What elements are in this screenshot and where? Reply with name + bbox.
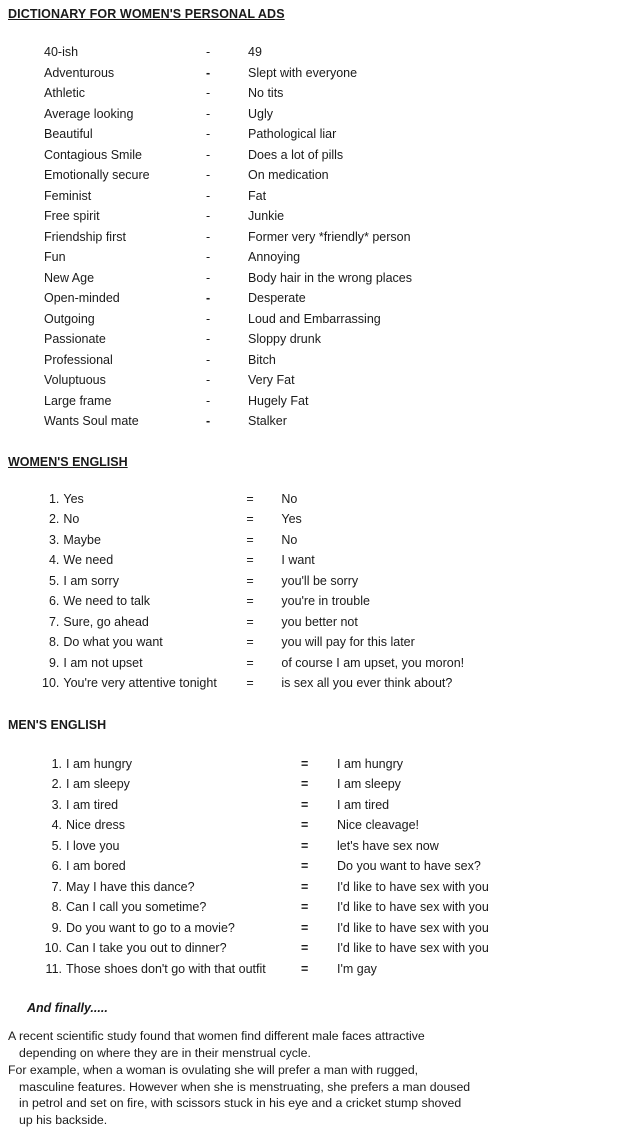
table-row — [44, 165, 412, 186]
equals-sign: = — [246, 532, 254, 547]
dictionary-separator: - — [206, 45, 211, 59]
equals-sign: = — [301, 879, 309, 894]
row-number: 8. — [51, 900, 62, 914]
dictionary-term: Friendship first — [44, 229, 126, 244]
dictionary-term: Average looking — [44, 106, 134, 121]
phrase: Can I take you out to dinner? — [66, 941, 227, 955]
closing-heading: And finally..... — [27, 1001, 108, 1015]
translation: No — [281, 532, 298, 547]
section-heading-mens-english: MEN'S ENGLISH — [8, 717, 107, 732]
dictionary-separator: - — [206, 65, 211, 80]
dictionary-term: Free spirit — [44, 209, 100, 223]
dictionary-separator: - — [206, 332, 211, 346]
row-number: 7. — [51, 879, 62, 894]
table-row — [44, 370, 412, 391]
table-row — [44, 124, 412, 145]
dictionary-term: Contagious Smile — [44, 147, 142, 162]
dictionary-term: Passionate — [44, 332, 106, 346]
table-row — [42, 550, 464, 571]
dictionary-term: 40-ish — [44, 45, 79, 59]
phrase: Maybe — [63, 532, 101, 547]
womens-english-section — [0, 455, 640, 694]
closing-paragraph-1 — [8, 1028, 622, 1061]
translation: of course I am upset, you moron! — [281, 655, 465, 670]
dictionary-separator: - — [206, 352, 211, 367]
closing-line: depending on where they are in their menstrual cycle. — [19, 1045, 311, 1060]
equals-sign: = — [301, 941, 309, 955]
phrase: Yes — [63, 491, 84, 506]
dictionary-meaning: No tits — [248, 86, 284, 100]
row-number: 6. — [48, 594, 60, 608]
document-page — [0, 7, 640, 1127]
table-row — [44, 268, 412, 289]
table-row — [44, 391, 412, 412]
dictionary-term: Adventurous — [44, 65, 115, 80]
dictionary-separator: - — [206, 127, 211, 141]
dictionary-term: Wants Soul mate — [44, 414, 139, 428]
table-row — [44, 42, 412, 63]
row-number: 11. — [45, 961, 62, 976]
table-row — [44, 186, 412, 207]
equals-sign: = — [246, 553, 254, 567]
dictionary-separator: - — [206, 270, 211, 285]
row-number: 8. — [48, 635, 60, 649]
dictionary-separator: - — [206, 414, 211, 428]
equals-sign: = — [246, 512, 254, 526]
dictionary-term: Large frame — [44, 393, 112, 408]
translation: you better not — [281, 614, 358, 629]
row-number: 7. — [48, 614, 60, 629]
row-number: 9. — [51, 920, 62, 935]
row-number: 2. — [48, 512, 60, 526]
section-heading-womens-english: WOMEN'S ENGLISH — [8, 454, 128, 469]
phrase: Those shoes don't go with that outfit — [66, 961, 266, 976]
table-row — [43, 815, 489, 836]
equals-sign: = — [301, 961, 309, 976]
phrase: Do what you want — [63, 635, 163, 649]
dictionary-term: Voluptuous — [44, 373, 106, 387]
closing-line: up his backside. — [19, 1112, 108, 1127]
phrase: I love you — [66, 838, 120, 853]
dictionary-meaning: On medication — [248, 168, 329, 182]
dictionary-separator: - — [206, 168, 211, 182]
womens-english-table — [42, 489, 464, 694]
dictionary-term: Feminist — [44, 188, 92, 203]
equals-sign: = — [301, 756, 309, 771]
dictionary-meaning: 49 — [248, 45, 262, 59]
dictionary-meaning: Body hair in the wrong places — [248, 270, 412, 285]
table-row — [42, 632, 464, 653]
table-row — [42, 530, 464, 551]
table-row — [43, 897, 489, 918]
mens-english-section — [0, 718, 640, 980]
dictionary-term: Beautiful — [44, 127, 93, 141]
table-row — [43, 856, 489, 877]
table-row — [43, 959, 489, 980]
row-number: 3. — [48, 532, 60, 547]
table-row — [43, 918, 489, 939]
dictionary-term: Open-minded — [44, 291, 120, 305]
row-number: 5. — [48, 573, 60, 588]
closing-text — [8, 1028, 622, 1129]
row-number: 9. — [48, 655, 60, 670]
dictionary-table — [44, 42, 412, 432]
translation: you'll be sorry — [281, 573, 359, 588]
equals-sign: = — [246, 635, 254, 649]
translation: I am hungry — [337, 756, 404, 771]
dictionary-term: Emotionally secure — [44, 168, 150, 182]
phrase: I am hungry — [66, 756, 133, 771]
phrase: Do you want to go to a movie? — [66, 920, 235, 935]
dictionary-meaning: Does a lot of pills — [248, 147, 344, 162]
table-row — [44, 309, 412, 330]
phrase: I am sleepy — [66, 777, 130, 791]
table-row — [44, 206, 412, 227]
equals-sign: = — [301, 838, 309, 853]
translation: I want — [281, 553, 315, 567]
dictionary-meaning: Hugely Fat — [248, 393, 309, 408]
translation: Do you want to have sex? — [337, 859, 481, 873]
dictionary-separator: - — [206, 229, 211, 244]
dictionary-term: Athletic — [44, 86, 85, 100]
dictionary-meaning: Very Fat — [248, 373, 295, 387]
closing-line: in petrol and set on fire, with scissors stuck in his eye and a cricket stump shoved — [19, 1096, 462, 1111]
table-row — [44, 227, 412, 248]
dictionary-term: Outgoing — [44, 311, 95, 326]
dictionary-separator: - — [206, 86, 211, 100]
table-row — [44, 145, 412, 166]
translation: is sex all you ever think about? — [281, 676, 453, 690]
phrase: I am tired — [66, 797, 119, 812]
equals-sign: = — [246, 491, 254, 506]
row-number: 5. — [51, 838, 62, 853]
table-row — [43, 795, 489, 816]
equals-sign: = — [246, 573, 254, 588]
translation: let's have sex now — [337, 838, 439, 853]
dictionary-separator: - — [206, 393, 211, 408]
table-row — [42, 571, 464, 592]
dictionary-meaning: Desperate — [248, 291, 306, 305]
dictionary-meaning: Annoying — [248, 250, 301, 264]
row-number: 4. — [51, 818, 62, 832]
translation: I'd like to have sex with you — [337, 920, 489, 935]
phrase: Can I call you sometime? — [66, 900, 207, 914]
dictionary-meaning: Sloppy drunk — [248, 332, 321, 346]
translation: you're in trouble — [281, 594, 370, 608]
phrase: May I have this dance? — [66, 879, 195, 894]
closing-line: For example, when a woman is ovulating she will prefer a man with rugged, — [8, 1063, 419, 1078]
table-row — [44, 329, 412, 350]
equals-sign: = — [246, 676, 254, 690]
equals-sign: = — [301, 920, 309, 935]
phrase: I am sorry — [63, 573, 119, 588]
phrase: I am not upset — [63, 655, 143, 670]
row-number: 10. — [44, 941, 62, 955]
table-row — [43, 754, 489, 775]
dictionary-meaning: Stalker — [248, 414, 287, 428]
phrase: We need — [63, 553, 114, 567]
dictionary-meaning: Bitch — [248, 352, 276, 367]
phrase: We need to talk — [63, 594, 151, 608]
dictionary-separator: - — [206, 188, 211, 203]
translation: I'm gay — [337, 961, 377, 976]
dictionary-meaning: Former very *friendly* person — [248, 229, 411, 244]
phrase: You're very attentive tonight — [63, 676, 217, 690]
dictionary-meaning: Pathological liar — [248, 127, 337, 141]
dictionary-separator: - — [206, 209, 211, 223]
closing-line: A recent scientific study found that women find different male faces attractive — [8, 1029, 425, 1043]
equals-sign: = — [246, 594, 254, 608]
translation: I'd like to have sex with you — [337, 941, 489, 955]
equals-sign: = — [301, 818, 309, 832]
dictionary-separator: - — [206, 147, 211, 162]
dictionary-separator: - — [206, 250, 211, 264]
dictionary-meaning: Loud and Embarrassing — [248, 311, 381, 326]
phrase: No — [63, 512, 80, 526]
translation: Nice cleavage! — [337, 818, 419, 832]
row-number: 3. — [51, 797, 62, 812]
dictionary-separator: - — [206, 311, 211, 326]
table-row — [44, 63, 412, 84]
dictionary-term: Fun — [44, 250, 66, 264]
table-row — [42, 489, 464, 510]
dictionary-meaning: Ugly — [248, 106, 274, 121]
translation: I'd like to have sex with you — [337, 900, 489, 914]
row-number: 1. — [48, 491, 60, 506]
dictionary-separator: - — [206, 106, 211, 121]
phrase: Nice dress — [66, 818, 126, 832]
table-row — [42, 673, 464, 694]
table-row — [42, 653, 464, 674]
equals-sign: = — [301, 797, 309, 812]
table-row — [43, 938, 489, 959]
table-row — [44, 104, 412, 125]
translation: I am tired — [337, 797, 390, 812]
phrase: I am bored — [66, 859, 126, 873]
equals-sign: = — [301, 859, 309, 873]
dictionary-meaning: Junkie — [248, 209, 285, 223]
table-row — [43, 836, 489, 857]
dictionary-separator: - — [206, 291, 211, 305]
table-row — [43, 877, 489, 898]
row-number: 10. — [42, 676, 60, 690]
translation: you will pay for this later — [281, 635, 415, 649]
page-title: DICTIONARY FOR WOMEN'S PERSONAL ADS — [8, 7, 285, 21]
dictionary-meaning: Fat — [248, 188, 267, 203]
table-row — [44, 83, 412, 104]
equals-sign: = — [246, 614, 254, 629]
dictionary-term: New Age — [44, 270, 95, 285]
table-row — [42, 591, 464, 612]
row-number: 1. — [51, 756, 62, 771]
closing-paragraph-2 — [8, 1062, 622, 1128]
row-number: 2. — [51, 777, 62, 791]
closing-line: masculine features. However when she is menstruating, she prefers a man doused — [19, 1079, 471, 1094]
translation: I'd like to have sex with you — [337, 879, 489, 894]
equals-sign: = — [246, 655, 254, 670]
dictionary-term: Professional — [44, 352, 113, 367]
dictionary-meaning: Slept with everyone — [248, 65, 358, 80]
table-row — [43, 774, 489, 795]
table-row — [42, 612, 464, 633]
table-row — [42, 509, 464, 530]
row-number: 4. — [48, 553, 60, 567]
phrase: Sure, go ahead — [63, 614, 149, 629]
dictionary-separator: - — [206, 373, 211, 387]
equals-sign: = — [301, 777, 309, 791]
translation: I am sleepy — [337, 777, 401, 791]
table-row — [44, 411, 412, 432]
translation: Yes — [281, 512, 302, 526]
table-row — [44, 247, 412, 268]
mens-english-table — [43, 754, 489, 980]
equals-sign: = — [301, 900, 309, 914]
row-number: 6. — [51, 859, 62, 873]
table-row — [44, 288, 412, 309]
table-row — [44, 350, 412, 371]
translation: No — [281, 491, 298, 506]
